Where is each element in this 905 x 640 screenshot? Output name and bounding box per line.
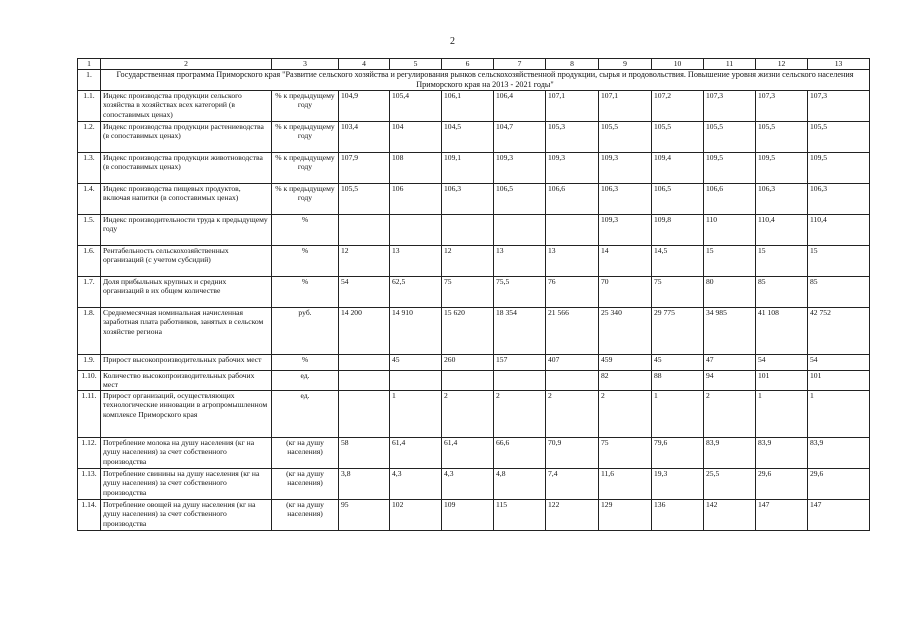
value-cell: 106,1 [442, 91, 494, 122]
value-cell: 459 [599, 355, 652, 371]
value-cell: 129 [599, 499, 652, 530]
table-row [78, 277, 870, 308]
value-cell: 105,3 [546, 122, 599, 153]
indicator-name: Количество высокопроизводительных рабочих мест [101, 371, 272, 391]
value-cell: 106,5 [494, 184, 546, 215]
value-cell: 102 [390, 499, 442, 530]
header-cell: 10 [652, 59, 704, 70]
value-cell: 2 [546, 390, 599, 437]
value-cell: 75,5 [494, 277, 546, 308]
unit-cell: % [272, 355, 339, 371]
value-cell: 94 [704, 371, 756, 391]
value-cell: 109,5 [756, 153, 808, 184]
value-cell: 4,3 [442, 468, 494, 499]
value-cell [390, 215, 442, 246]
header-cell: 8 [546, 59, 599, 70]
value-cell: 25 340 [599, 308, 652, 355]
value-cell: 1 [808, 390, 870, 437]
program-number: 1. [78, 70, 101, 91]
value-cell: 122 [546, 499, 599, 530]
value-cell: 15 [756, 246, 808, 277]
value-cell: 407 [546, 355, 599, 371]
value-cell: 110 [704, 215, 756, 246]
value-cell: 104,7 [494, 122, 546, 153]
row-number: 1.3. [78, 153, 101, 184]
indicator-name: Потребление овощей на душу населения (кг на душу населения) за счет собственного производства [101, 499, 272, 530]
value-cell [494, 215, 546, 246]
indicator-name: Индекс производительности труда к предыдущему году [101, 215, 272, 246]
value-cell: 1 [390, 390, 442, 437]
value-cell: 105,5 [652, 122, 704, 153]
table-row [78, 355, 870, 371]
value-cell: 47 [704, 355, 756, 371]
header-cell: 3 [272, 59, 339, 70]
unit-cell: % [272, 246, 339, 277]
value-cell: 105,5 [808, 122, 870, 153]
value-cell: 76 [546, 277, 599, 308]
indicator-name: Среднемесячная номинальная начисленная заработная плата работников, занятых в сельском хозяйстве региона [101, 308, 272, 355]
value-cell [442, 371, 494, 391]
value-cell: 75 [652, 277, 704, 308]
header-cell: 2 [101, 59, 272, 70]
value-cell: 2 [704, 390, 756, 437]
row-number: 1.8. [78, 308, 101, 355]
header-cell: 9 [599, 59, 652, 70]
value-cell: 54 [339, 277, 390, 308]
value-cell: 75 [442, 277, 494, 308]
value-cell: 109,8 [652, 215, 704, 246]
program-title: Государственная программа Приморского края "Развитие сельского хозяйства и регулирования рынков сельскохозяйственной продукции, сырья и продовольствия. Повышение уровня жизни сельского населения Приморского края на 2013 - 2021 годы" [101, 70, 870, 91]
row-number: 1.14. [78, 499, 101, 530]
indicators-table [77, 58, 870, 531]
value-cell [339, 371, 390, 391]
value-cell: 12 [442, 246, 494, 277]
value-cell: 29 775 [652, 308, 704, 355]
table-row [78, 246, 870, 277]
header-cell: 4 [339, 59, 390, 70]
value-cell: 25,5 [704, 468, 756, 499]
value-cell: 79,6 [652, 437, 704, 468]
value-cell: 13 [494, 246, 546, 277]
value-cell: 14,5 [652, 246, 704, 277]
value-cell: 42 752 [808, 308, 870, 355]
value-cell: 104,5 [442, 122, 494, 153]
value-cell: 11,6 [599, 468, 652, 499]
value-cell: 85 [756, 277, 808, 308]
value-cell: 104 [390, 122, 442, 153]
indicator-name: Доля прибыльных крупных и средних организаций в их общем количестве [101, 277, 272, 308]
value-cell: 75 [599, 437, 652, 468]
indicator-name: Индекс производства продукции животноводства (в сопоставимых ценах) [101, 153, 272, 184]
value-cell: 14 910 [390, 308, 442, 355]
value-cell: 106,6 [704, 184, 756, 215]
value-cell: 104,9 [339, 91, 390, 122]
value-cell: 106,4 [494, 91, 546, 122]
unit-cell: руб. [272, 308, 339, 355]
value-cell: 61,4 [390, 437, 442, 468]
value-cell: 260 [442, 355, 494, 371]
table-row [78, 437, 870, 468]
value-cell: 109,3 [546, 153, 599, 184]
value-cell: 54 [808, 355, 870, 371]
value-cell: 95 [339, 499, 390, 530]
value-cell: 2 [494, 390, 546, 437]
value-cell: 7,4 [546, 468, 599, 499]
table-row [78, 371, 870, 391]
header-cell: 11 [704, 59, 756, 70]
value-cell: 80 [704, 277, 756, 308]
value-cell [339, 390, 390, 437]
value-cell: 101 [808, 371, 870, 391]
indicator-name: Индекс производства продукции сельского хозяйства в хозяйствах всех категорий (в сопоставимых ценах) [101, 91, 272, 122]
page-number: 2 [450, 36, 455, 47]
value-cell: 107,1 [546, 91, 599, 122]
value-cell: 109,4 [652, 153, 704, 184]
value-cell: 58 [339, 437, 390, 468]
value-cell: 12 [339, 246, 390, 277]
unit-cell: % к предыдущему году [272, 91, 339, 122]
value-cell: 105,5 [599, 122, 652, 153]
table-row [78, 153, 870, 184]
value-cell [494, 371, 546, 391]
indicator-name: Прирост высокопроизводительных рабочих мест [101, 355, 272, 371]
table-row [78, 215, 870, 246]
value-cell: 109,5 [808, 153, 870, 184]
row-number: 1.13. [78, 468, 101, 499]
value-cell: 106,6 [546, 184, 599, 215]
header-row [78, 59, 870, 70]
row-number: 1.4. [78, 184, 101, 215]
value-cell: 1 [756, 390, 808, 437]
indicator-name: Индекс производства пищевых продуктов, включая напитки (в сопоставимых ценах) [101, 184, 272, 215]
value-cell: 2 [442, 390, 494, 437]
value-cell: 4,8 [494, 468, 546, 499]
indicator-name: Индекс производства продукции растениеводства (в сопоставимых ценах) [101, 122, 272, 153]
value-cell: 109 [442, 499, 494, 530]
value-cell: 106,5 [652, 184, 704, 215]
value-cell [442, 215, 494, 246]
unit-cell: % [272, 277, 339, 308]
row-number: 1.1. [78, 91, 101, 122]
header-cell: 13 [808, 59, 870, 70]
value-cell: 54 [756, 355, 808, 371]
indicator-name: Потребление свинины на душу населения (кг на душу населения) за счет собственного производства [101, 468, 272, 499]
value-cell: 21 566 [546, 308, 599, 355]
row-number: 1.5. [78, 215, 101, 246]
value-cell: 101 [756, 371, 808, 391]
value-cell: 110,4 [756, 215, 808, 246]
value-cell: 106,3 [442, 184, 494, 215]
value-cell: 66,6 [494, 437, 546, 468]
value-cell: 3,8 [339, 468, 390, 499]
value-cell: 107,9 [339, 153, 390, 184]
row-number: 1.9. [78, 355, 101, 371]
value-cell [339, 215, 390, 246]
program-row [78, 70, 870, 91]
value-cell: 106 [390, 184, 442, 215]
unit-cell: (кг на душу населения) [272, 437, 339, 468]
table-row [78, 91, 870, 122]
value-cell: 105,5 [339, 184, 390, 215]
value-cell: 109,3 [494, 153, 546, 184]
value-cell: 70,9 [546, 437, 599, 468]
value-cell: 1 [652, 390, 704, 437]
value-cell: 142 [704, 499, 756, 530]
table-row [78, 468, 870, 499]
value-cell [339, 355, 390, 371]
row-number: 1.6. [78, 246, 101, 277]
table-row [78, 184, 870, 215]
value-cell: 14 200 [339, 308, 390, 355]
value-cell: 62,5 [390, 277, 442, 308]
value-cell: 14 [599, 246, 652, 277]
value-cell: 107,1 [599, 91, 652, 122]
value-cell: 110,4 [808, 215, 870, 246]
value-cell: 19,3 [652, 468, 704, 499]
header-cell: 5 [390, 59, 442, 70]
unit-cell: (кг на душу населения) [272, 468, 339, 499]
value-cell: 45 [652, 355, 704, 371]
value-cell: 4,3 [390, 468, 442, 499]
value-cell: 85 [808, 277, 870, 308]
value-cell: 41 108 [756, 308, 808, 355]
value-cell: 70 [599, 277, 652, 308]
indicator-name: Потребление молока на душу населения (кг на душу населения) за счет собственного производства [101, 437, 272, 468]
value-cell: 61,4 [442, 437, 494, 468]
value-cell: 15 620 [442, 308, 494, 355]
value-cell [546, 371, 599, 391]
value-cell: 13 [546, 246, 599, 277]
unit-cell: ед. [272, 390, 339, 437]
value-cell: 106,3 [599, 184, 652, 215]
row-number: 1.2. [78, 122, 101, 153]
value-cell: 106,3 [808, 184, 870, 215]
value-cell: 109,5 [704, 153, 756, 184]
value-cell: 15 [808, 246, 870, 277]
value-cell: 109,3 [599, 153, 652, 184]
unit-cell: ед. [272, 371, 339, 391]
value-cell: 82 [599, 371, 652, 391]
header-cell: 6 [442, 59, 494, 70]
value-cell: 83,9 [808, 437, 870, 468]
table-row [78, 390, 870, 437]
value-cell [390, 371, 442, 391]
value-cell: 105,5 [704, 122, 756, 153]
indicator-name: Прирост организаций, осуществляющих технологические инновации в агропромышленном комплексе Приморского края [101, 390, 272, 437]
value-cell: 45 [390, 355, 442, 371]
value-cell: 15 [704, 246, 756, 277]
table-row [78, 122, 870, 153]
value-cell: 115 [494, 499, 546, 530]
value-cell: 34 985 [704, 308, 756, 355]
value-cell: 157 [494, 355, 546, 371]
value-cell: 106,3 [756, 184, 808, 215]
value-cell: 109,3 [599, 215, 652, 246]
row-number: 1.7. [78, 277, 101, 308]
unit-cell: % к предыдущему году [272, 122, 339, 153]
row-number: 1.12. [78, 437, 101, 468]
row-number: 1.10. [78, 371, 101, 391]
indicator-name: Рентабельность сельскохозяйственных организаций (с учетом субсидий) [101, 246, 272, 277]
value-cell: 88 [652, 371, 704, 391]
value-cell: 29,6 [808, 468, 870, 499]
value-cell: 105,4 [390, 91, 442, 122]
value-cell: 83,9 [704, 437, 756, 468]
value-cell: 107,2 [652, 91, 704, 122]
value-cell: 107,3 [756, 91, 808, 122]
value-cell: 13 [390, 246, 442, 277]
table-row [78, 499, 870, 530]
value-cell: 109,1 [442, 153, 494, 184]
value-cell: 2 [599, 390, 652, 437]
unit-cell: % [272, 215, 339, 246]
value-cell: 147 [808, 499, 870, 530]
value-cell: 107,3 [808, 91, 870, 122]
row-number: 1.11. [78, 390, 101, 437]
header-cell: 12 [756, 59, 808, 70]
value-cell: 136 [652, 499, 704, 530]
value-cell: 147 [756, 499, 808, 530]
value-cell [546, 215, 599, 246]
unit-cell: (кг на душу населения) [272, 499, 339, 530]
header-cell: 7 [494, 59, 546, 70]
value-cell: 103,4 [339, 122, 390, 153]
value-cell: 29,6 [756, 468, 808, 499]
table-row [78, 308, 870, 355]
value-cell: 18 354 [494, 308, 546, 355]
unit-cell: % к предыдущему году [272, 153, 339, 184]
value-cell: 107,3 [704, 91, 756, 122]
value-cell: 105,5 [756, 122, 808, 153]
header-cell: 1 [78, 59, 101, 70]
value-cell: 83,9 [756, 437, 808, 468]
unit-cell: % к предыдущему году [272, 184, 339, 215]
value-cell: 108 [390, 153, 442, 184]
